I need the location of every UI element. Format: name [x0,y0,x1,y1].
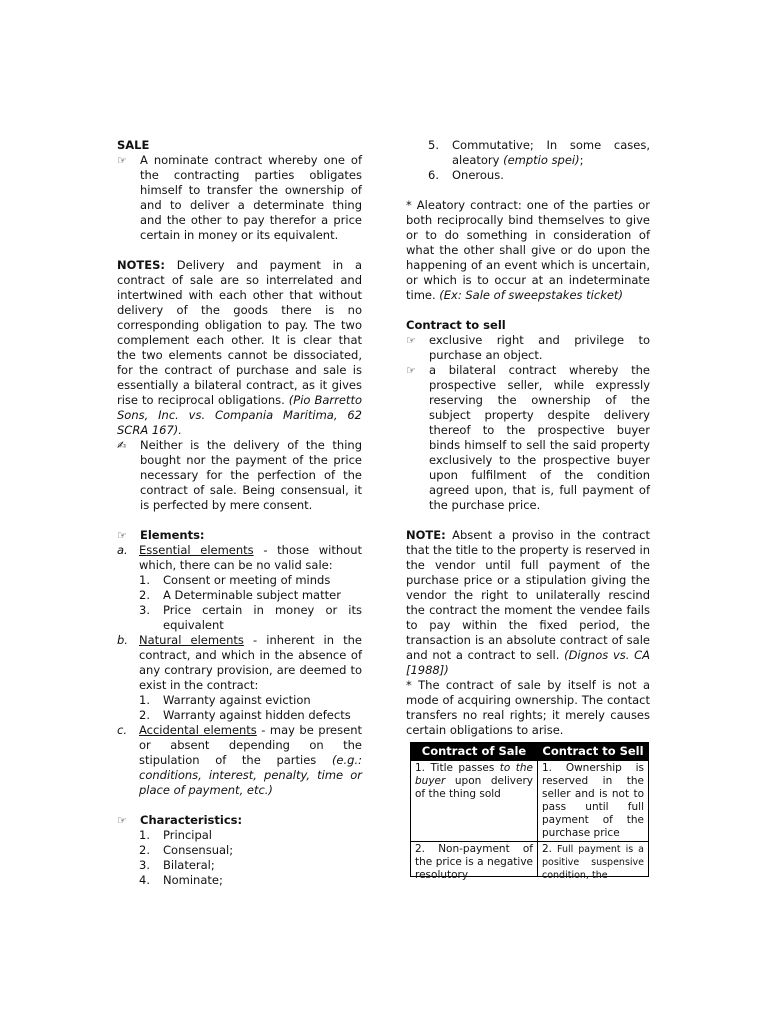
left-column [117,138,362,888]
table-row [411,842,649,877]
characteristics-heading: Characteristics: [140,813,243,827]
list-item: 4. Nominate; [139,873,223,887]
list-item: 6. Onerous. [428,168,504,182]
comparison-table [410,742,649,881]
pointing-hand-icon: ☞ [406,364,416,377]
contract-to-sell-heading: Contract to sell [406,318,506,332]
essential-letter: a. [117,543,128,557]
accidental-desc: - may be present or absent depending on the stipulation of the parties [139,723,362,767]
aleatory-text: * Aleatory contract: one of the parties or both reciprocally bind themselves to give or to do something in consideration of what the other shall give or do upon the happening of an event which is uncertain, or which is to occur at an indeterminate time. [406,198,650,302]
table-cell: 1. Title passes to the buyer upon delivery of the thing sold [411,761,538,842]
list-item: 3. Price certain in money or its equivalent [139,603,362,632]
elements-heading-row [117,528,362,543]
notes-text: Delivery and payment in a contract of sale are so interrelated and intertwined with each other that without delivery of the goods there is no corresponding obligation to pay. The two complement each other. It is clear that the two elements cannot be dissociated, for the contract of purchase and sale is essentially a bilateral contract, as it gives rise to reciprocal obligations. [117,258,362,407]
accidental-elements [117,723,362,798]
pen-note-text: Neither is the delivery of the thing bought nor the payment of the price necessary for the perfection of the contract of sale. Being consensual, it is perfected by mere consent. [140,438,362,512]
essential-elements [117,543,362,573]
table-header-sale: Contract of Sale [411,743,538,761]
aleatory-paragraph [406,198,650,303]
essential-desc: - those without which, there can be no valid sale: [139,543,362,572]
notes-paragraph [117,258,362,438]
notes-citation: (Pio Barretto Sons, Inc. vs. Compania Maritima, 62 SCRA 167). [117,393,362,437]
list-item: 2. Consensual; [139,843,234,857]
list-item: 5. Commutative; In some cases, aleatory (emptio spei); [428,138,650,167]
list-item: 1. Consent or meeting of minds [139,573,331,587]
accidental-example: (e.g.: conditions, interest, penalty, time or place of payment, etc.) [139,753,362,797]
right-column [406,138,650,738]
natural-elements [117,633,362,693]
table-cell: 2. Non-payment of the price is a negative resolutory [411,842,538,877]
sale-heading: SALE [117,138,150,152]
table-cell: 2. Full payment is a positive suspensive condition, the [538,842,649,877]
aleatory-example: (Ex: Sale of sweepstakes ticket) [439,288,623,302]
natural-desc: - inherent in the contract, and which in the absence of any contrary provision, are deemed to exist in the contract: [139,633,362,692]
natural-letter: b. [117,633,128,647]
list-item: 3. Bilateral; [139,858,215,872]
note-star: * The contract of sale by itself is not a mode of acquiring ownership. The contact transfers no real rights; it merely causes certain obligations to arise. [406,678,650,737]
table-cell: 1. Ownership is reserved in the seller and is not to pass until full payment of the purchase price [538,761,649,842]
list-item: 2. Warranty against hidden defects [139,708,351,722]
pointing-hand-icon: ☞ [406,334,416,347]
pointing-hand-icon: ☞ [117,814,127,827]
writing-hand-icon: ✍ [117,439,127,452]
pointing-hand-icon: ☞ [117,154,127,167]
note-text: Absent a proviso in the contract that the title to the property is reserved in the vendor until full payment of the purchase price or a stipulation giving the vendor the right to unilaterally rescind the contract the moment the vendee fails to pay within the fixed period, the transaction is an absolute contract of sale and not a contract to sell. [406,528,650,662]
table-row [411,761,649,842]
list-item: 1. Warranty against eviction [139,693,311,707]
pen-note [117,438,362,513]
table-header-sell: Contract to Sell [538,743,649,761]
pointing-hand-icon: ☞ [117,529,127,542]
accidental-letter: c. [117,723,127,737]
characteristics-heading-row [117,813,362,828]
sale-definition [117,153,362,243]
essential-title: Essential elements [139,543,254,557]
list-item: 1. Principal [139,828,213,842]
note-label: NOTE: [406,528,446,542]
accidental-title: Accidental elements [139,723,257,737]
sale-definition-text: A nominate contract whereby one of the contracting parties obligates himself to transfer the ownership of and to deliver a determinate thing and the other to pay therefor a price certain in money or its equivalent. [140,153,362,242]
elements-heading: Elements: [140,528,205,542]
note-citation: (Dignos vs. CA [1988]) [406,648,650,677]
contract-to-sell-item: ☞ exclusive right and privilege to purchase an object. [406,333,650,362]
notes-label: NOTES: [117,258,165,272]
list-item: 2. A Determinable subject matter [139,588,341,602]
note-paragraph [406,528,650,678]
natural-title: Natural elements [139,633,244,647]
contract-to-sell-item: ☞ a bilateral contract whereby the prospective seller, while expressly reserving the ownership of the subject property despite delivery thereof to the prospective buyer binds himself to sell the said property exclusively to the prospective buyer upon fulfilment of the condition agreed upon, that is, full payment of the purchase price. [406,363,650,512]
